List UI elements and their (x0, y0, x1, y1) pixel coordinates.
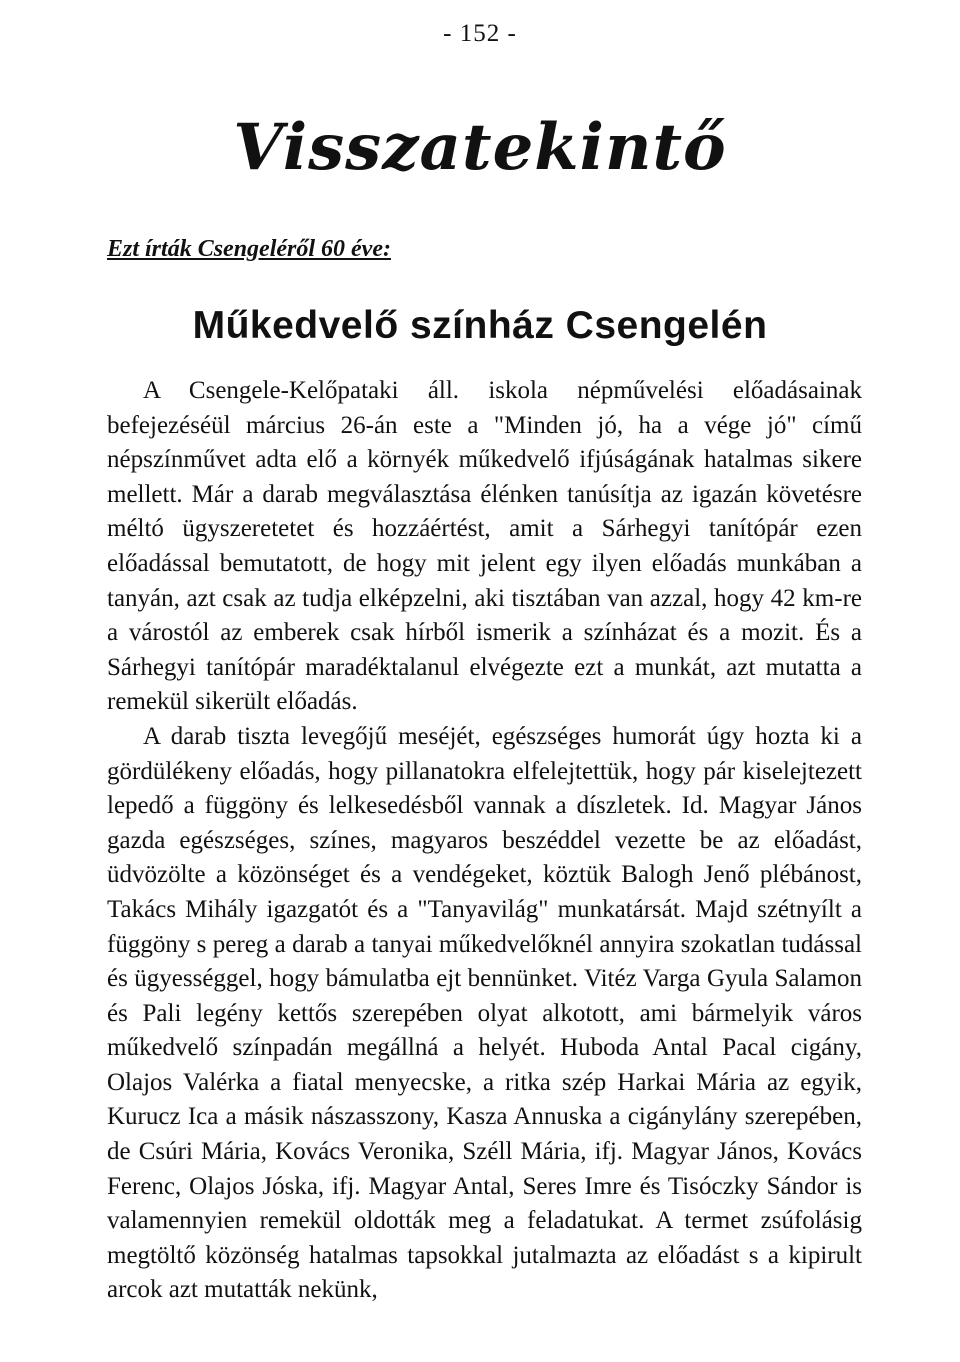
paragraph: A Csengele-Kelőpataki áll. iskola népművelési előadásainak befejezéséül március 26-án este a "Minden jó, ha a vége jó" című népszínművet adta elő a környék műkedvelő ifjúságának hatalmas sikere mellett. Már a darab megválasztása élénken tanúsítja az igazán követésre méltó ügyszeretetet és hozzáértést, amit a Sárhegyi tanítópár ezen előadással bemutatott, de hogy mit jelent egy ilyen előadás munkában a tanyán, azt csak az tudja elképzelni, aki tisztában van azzal, hogy 42 km-re a várostól az emberek csak hírből ismerik a színházat és a mozit. És a Sárhegyi tanítópár maradéktalanul elvégezte ezt a munkát, azt mutatta a remekül sikerült előadás. (107, 377, 862, 716)
article-kicker: Ezt írták Csengeléről 60 éve: (107, 236, 391, 262)
section-title: Visszatekintő (233, 110, 727, 185)
paragraph: A darab tiszta levegőjű meséjét, egészséges humorát úgy hozta ki a gördülékeny előadás, hogy pillanatokra elfelejtettük, hogy pár kiselejtezett lepedő a függöny és lelkesedésből vannak a díszletek. Id. Magyar János gazda egészséges, színes, magyaros beszéddel vezette be az előadást, üdvözölte a közönséget és a vendégeket, köztük Balogh Jenő plébánost, Takács Mihály igazgatót és a "Tanyavilág" munkatársát. Majd szétnyílt a függöny s pereg a darab a tanyai műkedvelőknél annyira szokatlan tudással és ügyességgel, hogy bámulatba ejt bennünket. Vitéz Varga Gyula Salamon és Pali legény kettős szerepében olyat alkotott, ami bármelyik város műkedvelő színpadán megállná a helyét. Huboda Antal Pacal cigány, Olajos Valérka a fiatal menyecske, a ritka szép Harkai Mária az egyik, Kurucz Ica a másik nászasszony, Kasza Annuska a cigánylány szerepében, de Csúri Mária, Kovács Veronika, Széll Mária, ifj. Magyar János, Kovács Ferenc, Olajos Jóska, ifj. Magyar Antal, Seres Imre és Tisóczky Sándor is valamennyien remekül oldották meg a feladatukat. A termet zsúfolásig megtöltő közönség hatalmas tapsokkal jutalmazta az előadást s a kipirult arcok azt mutatták nekünk, (107, 722, 862, 1304)
page-number: - 152 - (443, 20, 517, 47)
article-headline: Műkedvelő színház Csengelén (192, 304, 768, 347)
article-body (107, 374, 862, 1308)
